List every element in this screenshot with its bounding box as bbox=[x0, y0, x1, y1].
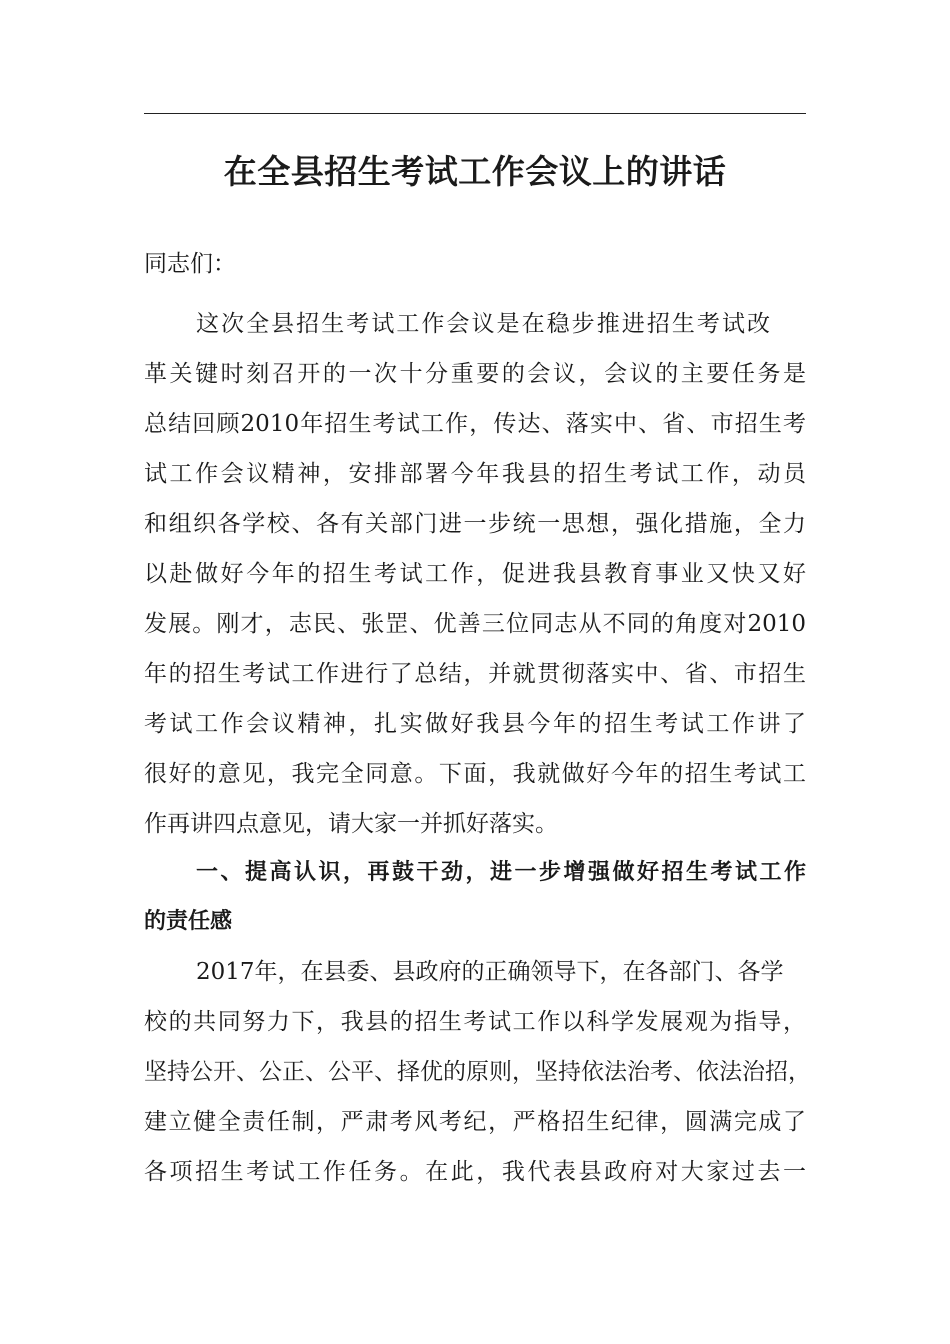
paragraph-line: 建立健全责任制，严肃考风考纪，严格招生纪律，圆满完成了 bbox=[144, 1109, 806, 1135]
paragraph-line: 校的共同努力下，我县的招生考试工作以科学发展观为指导， bbox=[144, 1009, 806, 1035]
paragraph-line: 考试工作会议精神，扎实做好我县今年的招生考试工作讲了 bbox=[144, 711, 806, 737]
paragraph-line: 试工作会议精神，安排部署今年我县的招生考试工作，动员 bbox=[144, 461, 806, 487]
paragraph-line: 2017年，在县委、县政府的正确领导下，在各部门、各学 bbox=[196, 959, 784, 985]
document-title: 在全县招生考试工作会议上的讲话 bbox=[223, 152, 727, 191]
paragraph-line: 总结回顾2010年招生考试工作，传达、落实中、省、市招生考 bbox=[144, 411, 806, 437]
salutation: 同志们： bbox=[144, 251, 236, 277]
paragraph-line: 各项招生考试工作任务。在此，我代表县政府对大家过去一 bbox=[144, 1159, 806, 1185]
paragraph-line: 很好的意见，我完全同意。下面，我就做好今年的招生考试工 bbox=[144, 761, 806, 787]
paragraph-line: 发展。刚才，志民、张罡、优善三位同志从不同的角度对2010 bbox=[144, 611, 806, 637]
paragraph-line: 这次全县招生考试工作会议是在稳步推进招生考试改 bbox=[196, 311, 770, 337]
paragraph-line: 年的招生考试工作进行了总结，并就贯彻落实中、省、市招生 bbox=[144, 661, 806, 687]
paragraph-line: 革关键时刻召开的一次十分重要的会议，会议的主要任务是 bbox=[144, 361, 806, 387]
paragraph-line: 作再讲四点意见，请大家一并抓好落实。 bbox=[144, 811, 558, 837]
section-heading-line: 的责任感 bbox=[144, 909, 233, 934]
paragraph-line: 坚持公开、公正、公平、择优的原则，坚持依法治考、依法治招， bbox=[144, 1059, 811, 1085]
paragraph-line: 以赴做好今年的招生考试工作，促进我县教育事业又快又好 bbox=[144, 561, 806, 587]
header-rule bbox=[144, 113, 806, 114]
section-heading-line: 一、提高认识，再鼓干劲，进一步增强做好招生考试工作 bbox=[196, 860, 806, 885]
paragraph-line: 和组织各学校、各有关部门进一步统一思想，强化措施，全力 bbox=[144, 511, 806, 537]
